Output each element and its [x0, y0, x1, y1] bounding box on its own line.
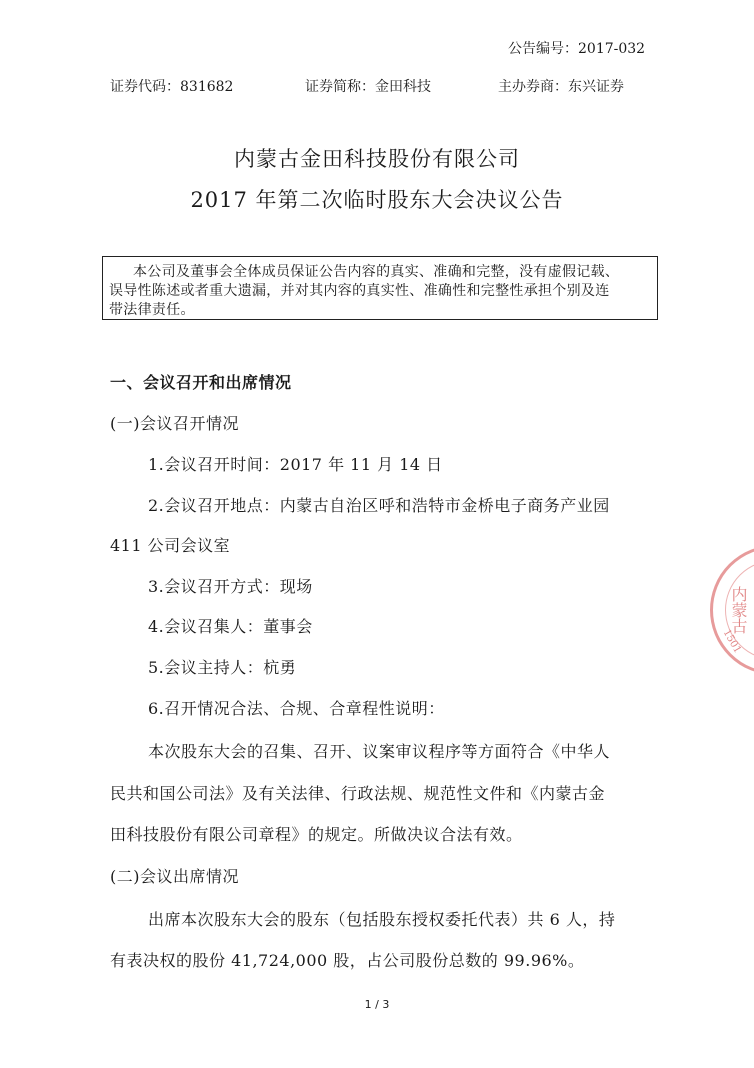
- disclaimer-box: [102, 256, 658, 320]
- document-title-line2: 2017 年第二次临时股东大会决议公告: [190, 188, 564, 212]
- item-host: 5.会议主持人：杭勇: [148, 658, 297, 677]
- disclaimer-line-3: 带法律责任。: [109, 302, 195, 318]
- seal-number: 1501: [720, 627, 743, 656]
- item-meeting-time: 1.会议召开时间：2017 年 11 月 14 日: [148, 455, 443, 474]
- subsection-heading-2: (二)会议出席情况: [110, 867, 239, 886]
- stock-code: 证券代码：831682: [110, 79, 234, 95]
- legality-paragraph-line2: 民共和国公司法》及有关法律、行政法规、规范性文件和《内蒙古金: [110, 784, 606, 803]
- sponsor-broker: 主办券商：东兴证券: [498, 79, 624, 95]
- attendance-paragraph-line1: 出席本次股东大会的股东（包括股东授权委托代表）共 6 人，持: [148, 910, 616, 929]
- subsection-heading-1: (一)会议召开情况: [110, 414, 239, 433]
- item-meeting-location: 2.会议召开地点：内蒙古自治区呼和浩特市金桥电子商务产业园: [148, 496, 610, 515]
- legality-paragraph-line1: 本次股东大会的召集、召开、议案审议程序等方面符合《中华人: [148, 742, 611, 761]
- seal-text: 内蒙古: [729, 586, 748, 634]
- disclaimer-line-1: 本公司及董事会全体成员保证公告内容的真实、准确和完整，没有虚假记载、: [133, 264, 620, 280]
- page-number: 1 / 3: [364, 998, 390, 1011]
- document-title-line1: 内蒙古金田科技股份有限公司: [234, 147, 520, 171]
- section-heading: 一、会议召开和出席情况: [110, 373, 292, 392]
- item-legality: 6.召开情况合法、合规、合章程性说明：: [148, 699, 445, 718]
- attendance-paragraph-line2: 有表决权的股份 41,724,000 股，占公司股份总数的 99.96%。: [110, 951, 585, 970]
- legality-paragraph-line3: 田科技股份有限公司章程》的规定。所做决议合法有效。: [110, 825, 523, 844]
- disclaimer-line-2: 误导性陈述或者重大遗漏，并对其内容的真实性、准确性和完整性承担个别及连: [109, 283, 610, 299]
- item-meeting-method: 3.会议召开方式：现场: [148, 577, 313, 596]
- company-seal: [710, 545, 754, 675]
- item-convener: 4.会议召集人：董事会: [148, 617, 313, 636]
- stock-abbreviation: 证券简称：金田科技: [305, 79, 431, 95]
- announcement-number: 公告编号：2017-032: [508, 41, 646, 57]
- item-meeting-location-cont: 411 公司会议室: [110, 536, 231, 555]
